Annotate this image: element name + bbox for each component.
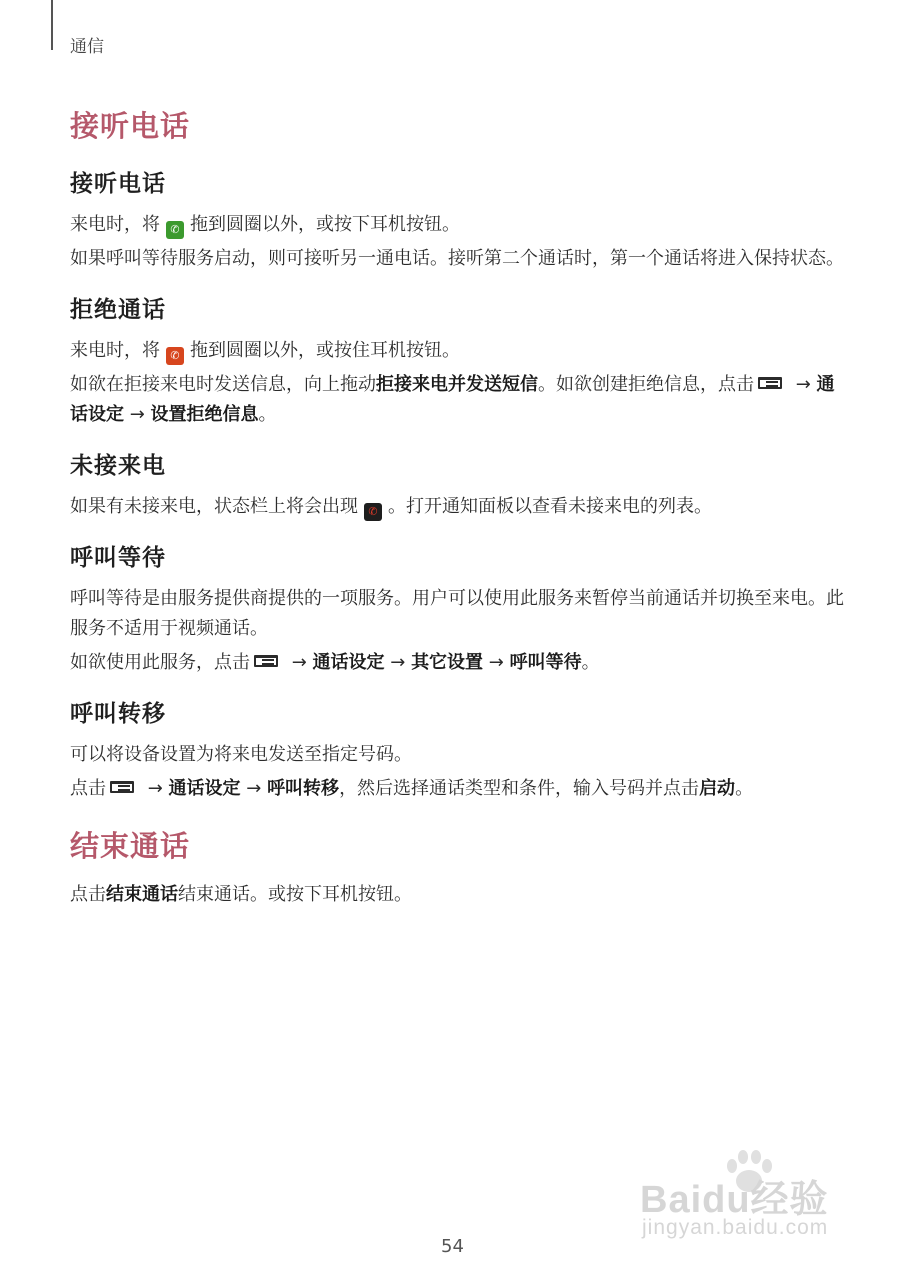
watermark-url: jingyan.baidu.com — [642, 1216, 829, 1239]
paragraph: 点击结束通话结束通话。或按下耳机按钮。 — [70, 884, 412, 905]
menu-key-icon — [254, 655, 280, 669]
menu-key-icon — [110, 781, 136, 795]
paragraph: 呼叫等待是由服务提供商提供的一项服务。用户可以使用此服务来暂停当前通话并切换至来电。此服务不适用于视频通话。 — [70, 588, 844, 639]
paragraph: 如欲使用此服务，点击 → 通话设定 → 其它设置 → 呼叫等待。 — [70, 652, 600, 673]
paragraph: 如果有未接来电，状态栏上将会出现 ✆ 。打开通知面板以查看未接来电的列表。 — [70, 492, 845, 522]
page-content — [70, 100, 845, 914]
paragraph: 来电时，将 ✆ 拖到圆圈以外，或按下耳机按钮。 — [70, 210, 845, 240]
subsection-title-missed: 未接来电 — [70, 453, 166, 479]
subsection-title-forward: 呼叫转移 — [70, 701, 166, 727]
paragraph: 如果呼叫等待服务启动，则可接听另一通电话。接听第二个通话时，第一个通话将进入保持状态。 — [70, 248, 844, 269]
header-rule — [51, 0, 53, 50]
phone-reject-icon: ✆ — [166, 347, 184, 365]
section-header: 通信 — [70, 37, 104, 57]
phone-accept-icon: ✆ — [166, 221, 184, 239]
section-title-answer: 接听电话 — [70, 109, 191, 143]
paragraph: 来电时，将 ✆ 拖到圆圈以外，或按住耳机按钮。 — [70, 336, 845, 366]
subsection-title-waiting: 呼叫等待 — [70, 545, 166, 571]
paragraph: 点击 → 通话设定 → 呼叫转移，然后选择通话类型和条件，输入号码并点击启动。 — [70, 778, 754, 799]
missed-call-icon: ✆ — [364, 503, 382, 521]
paragraph: 可以将设备设置为将来电发送至指定号码。 — [70, 744, 412, 765]
section-title-end-call: 结束通话 — [70, 829, 191, 863]
paragraph: 如欲在拒接来电时发送信息，向上拖动拒接来电并发送短信。如欲创建拒绝信息，点击 → 通话设定 → 设置拒绝信息。 — [70, 374, 835, 425]
watermark — [640, 1150, 870, 1250]
watermark-logo: Baidu经验 — [640, 1179, 829, 1221]
page-number: 54 — [441, 1236, 464, 1257]
subsection-title-reject: 拒绝通话 — [70, 297, 166, 323]
subsection-title-answer: 接听电话 — [70, 171, 166, 197]
menu-key-icon — [758, 377, 784, 391]
